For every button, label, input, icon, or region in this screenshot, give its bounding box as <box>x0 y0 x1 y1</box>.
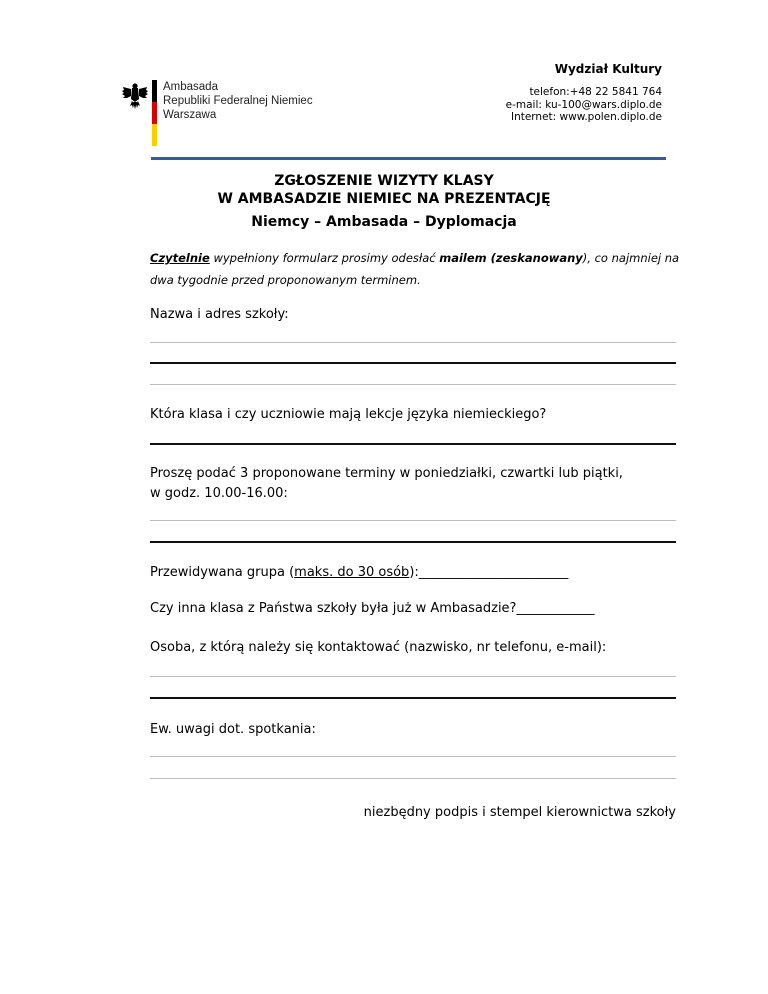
school-name-label: Nazwa i adres szkoły: <box>150 307 289 322</box>
form-instructions <box>150 247 680 291</box>
header-rule <box>151 157 666 160</box>
group-size-label-start: Przewidywana grupa ( <box>150 565 295 580</box>
proposed-dates-field-line-1[interactable] <box>150 520 676 521</box>
contact-phone: telefon:+48 22 5841 764 <box>529 86 662 98</box>
department-name: Wydział Kultury <box>554 62 662 76</box>
group-size-blank: ):_______________________ <box>409 565 569 580</box>
instructions-text-1: wypełniony formularz prosimy odesłać <box>209 251 440 265</box>
instructions-legibly: Czytelnie <box>150 251 210 265</box>
signature-stamp-note: niezbędny podpis i stempel kierownictwa szkoły <box>363 805 676 820</box>
contact-info <box>506 86 662 124</box>
contact-website: Internet: www.polen.diplo.de <box>510 111 662 123</box>
embassy-name <box>163 80 313 122</box>
german-flag-stripe <box>152 80 157 146</box>
instructions-email-scanned: mailem (zeskanowany <box>439 251 583 265</box>
notes-field-line-2[interactable] <box>150 778 676 779</box>
group-size-limit: maks. do 30 osób <box>294 565 410 580</box>
flag-stripe-red <box>152 102 157 124</box>
proposed-dates-label-line-1: Proszę podać 3 proponowane terminy w poniedziałki, czwartki lub piątki, <box>150 466 623 481</box>
embassy-name-line-3: Warszawa <box>163 109 217 121</box>
school-name-field-line-1[interactable] <box>150 342 676 343</box>
instructions-text-2: ), co najmniej na dwa tygodnie przed proponowanym terminem. <box>150 251 680 287</box>
flag-stripe-black <box>152 80 157 102</box>
form-title-line-1: ZGŁOSZENIE WIZYTY KLASY <box>274 173 494 189</box>
federal-eagle-icon <box>122 82 148 110</box>
form-title-line-2: W AMBASADZIE NIEMIEC NA PREZENTACJĘ <box>217 191 551 207</box>
flag-stripe-gold <box>152 124 157 146</box>
class-language-field-line[interactable] <box>150 443 676 445</box>
class-language-label: Która klasa i czy uczniowie mają lekcje języka niemieckiego? <box>150 407 547 422</box>
embassy-name-line-2: Republiki Federalnej Niemiec <box>163 95 313 107</box>
school-name-field-line-3[interactable] <box>150 384 676 385</box>
form-subtitle: Niemcy – Ambasada – Dyplomacja <box>251 214 517 230</box>
proposed-dates-label-line-2: w godz. 10.00-16.00: <box>150 486 288 501</box>
notes-label: Ew. uwagi dot. spotkania: <box>150 722 316 737</box>
school-name-field-line-2[interactable] <box>150 362 676 364</box>
contact-person-field-line-1[interactable] <box>150 676 676 677</box>
embassy-name-line-1: Ambasada <box>163 81 218 93</box>
contact-email: e-mail: ku-100@wars.diplo.de <box>505 98 662 111</box>
contact-person-field-line-2[interactable] <box>150 697 676 699</box>
group-size-field[interactable] <box>150 563 568 583</box>
contact-person-label: Osoba, z którą należy się kontaktować (nazwisko, nr telefonu, e-mail): <box>150 640 607 655</box>
proposed-dates-field-line-2[interactable] <box>150 541 676 543</box>
previous-visit-field[interactable]: Czy inna klasa z Państwa szkoły była już w Ambasadzie?____________ <box>150 601 595 616</box>
notes-field-line-1[interactable] <box>150 756 676 757</box>
